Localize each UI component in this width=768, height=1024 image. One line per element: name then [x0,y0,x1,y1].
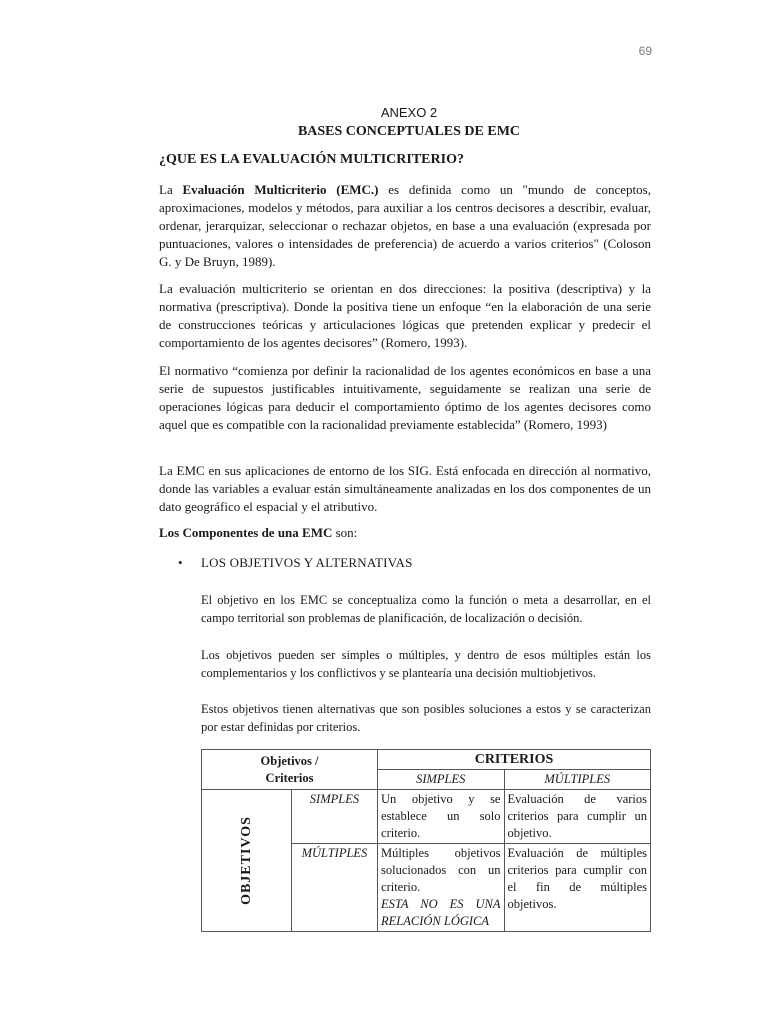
corner-line-1: Objetivos / [260,753,319,768]
bullet-icon: • [178,555,183,570]
paragraph-sig: La EMC en sus aplicaciones de entorno de los SIG. Está enfocada en dirección al normativo, donde las variables a evaluar están simultáneamente analizadas en los dos componentes de un dato geográfico el espacial y el atributivo. [159,463,651,514]
components-bold: Los Componentes de una EMC [159,525,333,540]
cell-simple-multiple: Evaluación de varios criterios para cumplir un objetivo. [504,790,651,844]
paragraph-alternatives: Estos objetivos tienen alternativas que son posibles soluciones a estos y se caracterizan por estar definidas por criterios. [201,702,651,734]
page-title: BASES CONCEPTUALES DE EMC [297,124,521,139]
paragraph-normative: El normativo “comienza por definir la racionalidad de los agentes económicos en base a una serie de supuestos justificables intuitivamente, seguidamente se realizan una serie de operaciones lógicas para deducir el comportamiento óptimo de los agentes decisores como aquel que es compatible con la racionalidad previamente establecida” (Romero, 1993) [159,363,651,432]
corner-line-2: Criterios [265,770,314,785]
paragraph-objective-types: Los objetivos pueden ser simples o múltiples, y dentro de esos múltiples están los complementarios y los conflictivos y se plantearía una decisión multiobjetivos. [201,648,651,680]
paragraph-objective: El objetivo en los EMC se conceptualiza como la función o meta a desarrollar, en el campo territorial son problemas de planificación, de localización o decisión. [201,593,651,625]
page-number: 69 [638,44,652,58]
column-header-multiple: MÚLTIPLES [504,770,651,790]
cell-multiple-simple [378,844,504,932]
cell-multiple-multiple: Evaluación de múltiples criterios para cumplir con el fin de múltiples objetivos. [504,844,651,932]
paragraph-rest: es definida como un "mundo de conceptos, aproximaciones, modelos y métodos, para auxiliar a los centros decisores a describir, evaluar, ordenar, jerarquizar, seleccionar o rechazar objetos, en base a una evaluación (expresada por puntuaciones, valores o intensidades de preferencia) de acuerdo a varios criterios" (Coloson G. y De Bruyn, 1989). [159,182,651,269]
criteria-header: CRITERIOS [378,750,651,770]
cell-note: ESTA NO ES UNA RELACIÓN LÓGICA [381,897,501,928]
paragraph-directions: La evaluación multicriterio se orientan en dos direcciones: la positiva (descriptiva) y la normativa (prescriptiva). Donde la positiva tiene un enfoque “en la elaboración de una serie de construcciones teóricas y articulaciones lógicas que pretenden explicar y predecir el comportamiento de los agentes decisores” (Romero, 1993). [159,281,651,350]
column-header-simple: SIMPLES [378,770,504,790]
paragraph-definition [159,181,651,271]
criteria-table [201,749,651,932]
row-header-multiple: MÚLTIPLES [291,844,377,932]
section-heading: ¿QUE ES LA EVALUACIÓN MULTICRITERIO? [159,152,464,167]
components-heading [159,525,357,541]
cell-multiple-simple-text: Múltiples objetivos solucionados con un criterio. [381,846,501,894]
table-corner-header [202,750,378,790]
objectives-vertical-text: OBJETIVOS [238,816,254,905]
bullet-item-objectives: LOS OBJETIVOS Y ALTERNATIVAS [201,555,413,570]
cell-simple-simple: Un objetivo y se establece un solo criterio. [378,790,504,844]
paragraph-lead: La [159,182,183,197]
objectives-row-label [202,790,292,932]
components-rest: son: [332,525,358,540]
row-header-simple: SIMPLES [291,790,377,844]
term-emc: Evaluación Multicriterio (EMC.) [182,182,379,197]
annex-label: ANEXO 2 [380,105,438,120]
